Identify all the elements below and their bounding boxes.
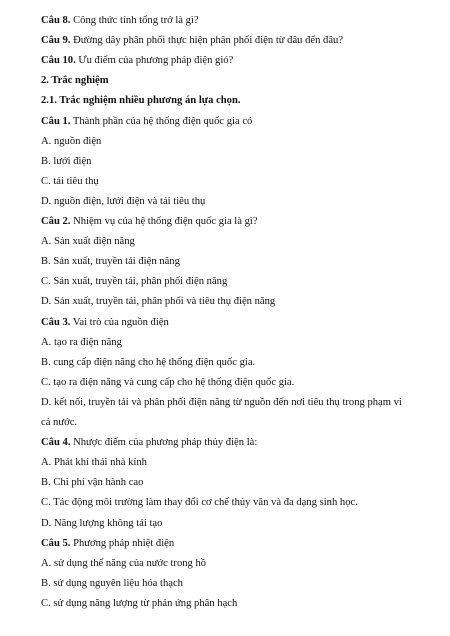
section-heading [41, 74, 426, 87]
question-label: Câu 4. [41, 437, 71, 449]
answer-option [41, 336, 426, 349]
option-text: B. Sản xuất, truyền tải điện năng [41, 256, 180, 268]
question-text: Nhược điểm của phương pháp thủy điện là: [70, 437, 258, 449]
question-10 [41, 54, 426, 67]
answer-option [41, 356, 426, 369]
question-8 [41, 14, 426, 27]
option-text: C. tạo ra điện năng và cung cấp cho hệ thống điện quốc gia. [41, 376, 295, 388]
option-text: D. Năng lượng không tái tạo [41, 517, 163, 529]
option-text: cả nước. [41, 417, 78, 428]
answer-option [41, 155, 426, 168]
question-text: Ưu điểm của phương pháp điện gió? [75, 55, 234, 67]
answer-option [41, 135, 426, 148]
option-text: C. tải tiêu thụ [41, 175, 99, 187]
heading-text: 2. Trắc nghiệm [41, 75, 109, 87]
mc-question-5 [41, 537, 426, 550]
question-text: Phương pháp nhiệt điện [70, 537, 175, 549]
question-label: Câu 1. [41, 115, 71, 127]
answer-option [41, 255, 426, 268]
question-9 [41, 34, 426, 47]
answer-option [41, 396, 426, 409]
question-text: Công thức tính tổng trở là gì? [70, 15, 199, 26]
answer-option-continuation [41, 416, 426, 429]
question-text: Nhiệm vụ của hệ thống điện quốc gia là gì? [70, 216, 258, 227]
question-text: Vai trò của nguồn điện [70, 316, 169, 328]
mc-question-4 [41, 436, 426, 449]
option-text: B. sử dụng nguyên liệu hóa thạch [41, 577, 183, 589]
option-text: C. Tác động môi trường làm thay đổi cơ chế thủy văn và đa dạng sinh học. [41, 497, 358, 509]
question-label: Câu 10. [41, 55, 76, 67]
answer-option [41, 476, 426, 489]
option-text: A. Sản xuất điện năng [41, 236, 135, 248]
answer-option [41, 376, 426, 389]
question-label: Câu 5. [41, 537, 71, 549]
question-label: Câu 8. [41, 15, 71, 26]
option-text: B. lưới điện [41, 155, 92, 167]
subsection-heading [41, 94, 426, 107]
option-text: A. sử dụng thế năng của nước trong hồ [41, 557, 207, 569]
option-text: C. sử dụng năng lượng từ phản ứng phân hạch [41, 597, 238, 609]
question-text: Đường dây phân phối thực hiện phân phối điện từ đâu đến đâu? [70, 35, 344, 47]
option-text: D. nguồn điện, lưới điện và tải tiêu thụ [41, 195, 206, 207]
option-text: A. nguồn điện [41, 135, 102, 147]
answer-option [41, 557, 426, 570]
answer-option [41, 295, 426, 308]
answer-option [41, 496, 426, 509]
option-text: A. Phát khí thải nhà kính [41, 457, 147, 469]
answer-option [41, 235, 426, 248]
question-label: Câu 2. [41, 216, 71, 227]
option-text: D. Sản xuất, truyền tải, phân phối và tiêu thụ điện năng [41, 296, 276, 308]
question-label: Câu 9. [41, 35, 71, 47]
option-text: B. Chi phí vận hành cao [41, 477, 144, 489]
answer-option [41, 577, 426, 590]
answer-option [41, 597, 426, 610]
answer-option [41, 195, 426, 208]
heading-text: 2.1. Trắc nghiệm nhiều phương án lựa chọn. [41, 95, 241, 107]
option-text: C. Sản xuất, truyền tải, phân phối điện năng [41, 276, 228, 288]
mc-question-3 [41, 316, 426, 329]
answer-option [41, 275, 426, 288]
answer-option [41, 175, 426, 188]
option-text: A. tạo ra điện năng [41, 336, 122, 348]
option-text: D. kết nối, truyền tải và phân phối điện năng từ nguồn đến nơi tiêu thụ trong phạm vi [41, 396, 402, 408]
question-label: Câu 3. [41, 316, 71, 328]
mc-question-1 [41, 115, 426, 128]
answer-option [41, 517, 426, 530]
option-text: B. cung cấp điện năng cho hệ thống điện quốc gia. [41, 356, 256, 368]
answer-option [41, 456, 426, 469]
question-text: Thành phần của hệ thống điện quốc gia có [70, 115, 253, 127]
mc-question-2 [41, 215, 426, 228]
